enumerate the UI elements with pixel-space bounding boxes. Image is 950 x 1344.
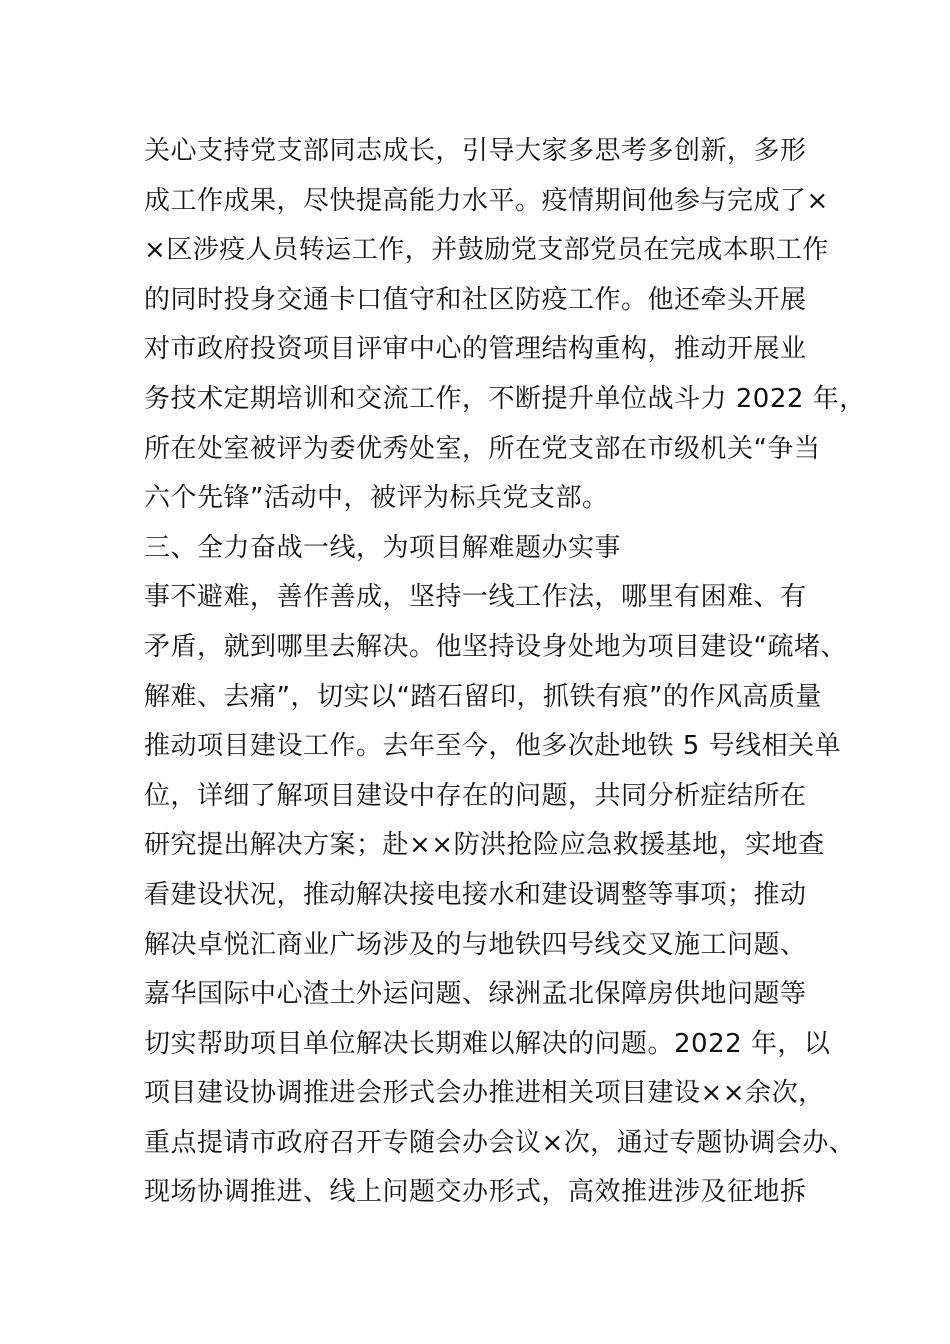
text-line: 解难、去痛”，切实以“踏石留印，抓铁有痕”的作风高质量 (144, 681, 822, 712)
text-line: 重点提请市政府召开专随会办会议×次，通过专题协调会办、 (144, 1127, 856, 1158)
text-line: 六个先锋”活动中，被评为标兵党支部。 (144, 483, 609, 514)
text-line: 关心支持党支部同志成长，引导大家多思考多创新，多形 (144, 136, 807, 166)
paragraph-2 (144, 573, 856, 1218)
text-line: 推动项目建设工作。去年至今，他多次赴地铁 5 号线相关单 (144, 731, 842, 762)
text-line: 成工作成果，尽快提高能力水平。疫情期间他参与完成了× (144, 185, 829, 216)
text-line: 所在处室被评为委优秀处室，所在党支部在市级机关“争当 (144, 433, 821, 464)
section-heading: 三、全力奋战一线，为项目解难题办实事 (144, 532, 622, 563)
text-line: 现场协调推进、线上问题交办形式，高效推进涉及征地拆 (144, 1177, 807, 1208)
text-line: 项目建设协调推进会形式会办推进相关项目建设××余次， (144, 1078, 825, 1109)
text-line: 对市政府投资项目评审中心的管理结构重构，推动开展业 (144, 334, 807, 365)
text-line: 嘉华国际中心渣土外运问题、绿洲孟北保障房供地问题等 (144, 979, 807, 1010)
text-line: ×区涉疫人员转运工作，并鼓励党支部党员在完成本职工作 (144, 235, 829, 266)
text-line: 切实帮助项目单位解决长期难以解决的问题。2022 年，以 (144, 1028, 831, 1059)
document-body (144, 127, 866, 1218)
text-line: 事不避难，善作善成，坚持一线工作法，哪里有困难、有 (144, 582, 807, 613)
text-line: 务技术定期培训和交流工作，不断提升单位战斗力 2022 年， (144, 383, 866, 414)
paragraph-1 (144, 127, 866, 524)
text-line: 的同时投身交通卡口值守和社区防疫工作。他还牵头开展 (144, 284, 807, 315)
text-line: 看建设状况，推动解决接电接水和建设调整等事项；推动 (144, 879, 807, 910)
text-line: 矛盾，就到哪里去解决。他坚持设身处地为项目建设“疏堵、 (144, 631, 847, 662)
text-line: 研究提出解决方案；赴××防洪抢险应急救援基地，实地查 (144, 830, 825, 861)
text-line: 位，详细了解项目建设中存在的问题，共同分析症结所在 (144, 780, 807, 811)
text-line: 解决卓悦汇商业广场涉及的与地铁四号线交叉施工问题、 (144, 929, 807, 960)
